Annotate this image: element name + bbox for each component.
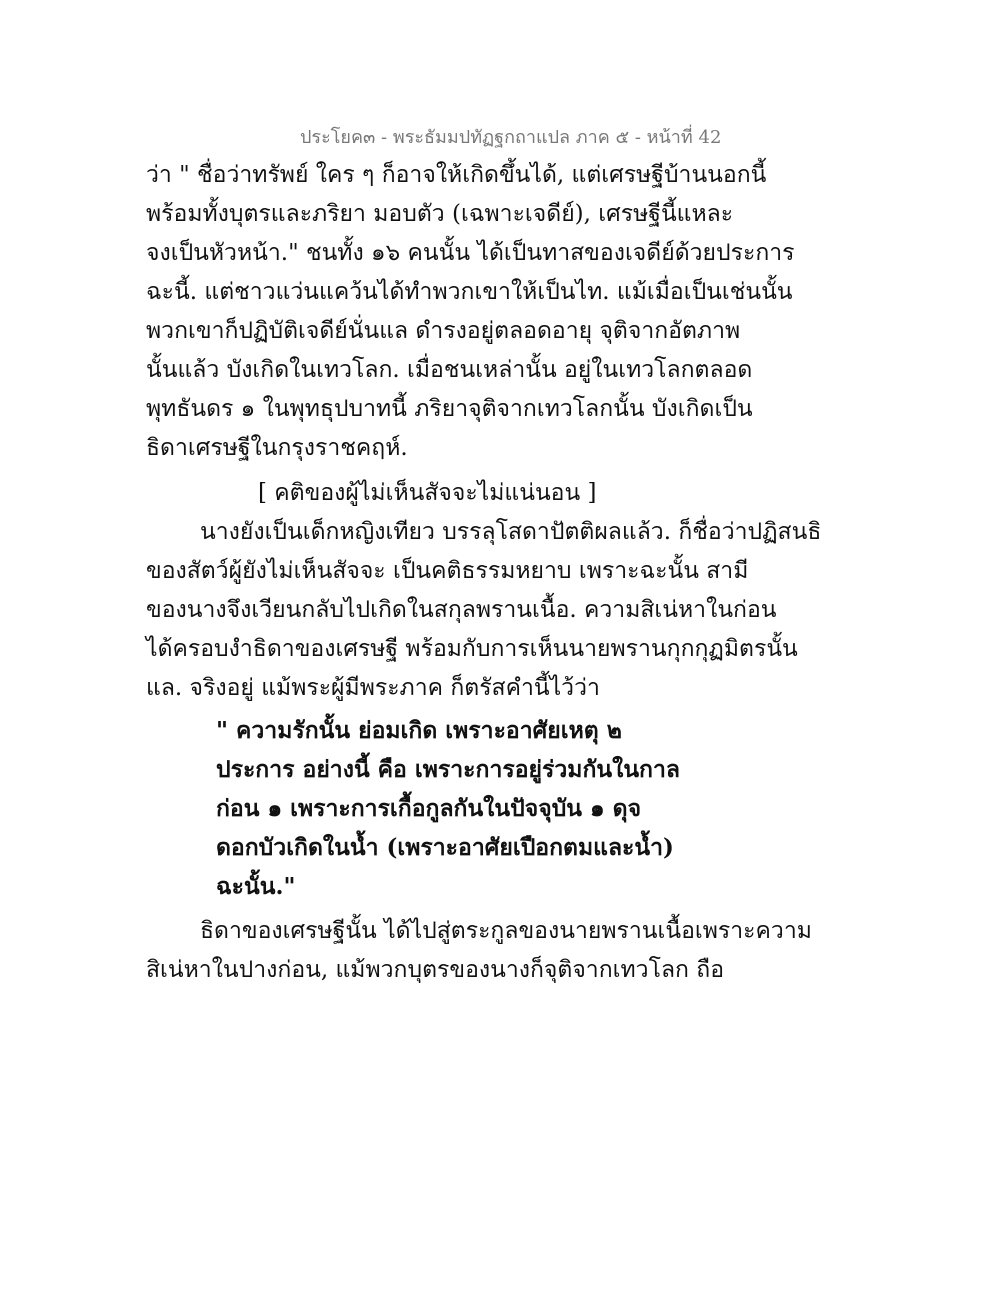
paragraph-line: ฉะนี้. แต่ชาวแว่นแคว้นได้ทำพวกเขาให้เป็นไท. แม้เมื่อเป็นเช่นนั้น [146, 279, 793, 305]
paragraph-line: นั้นแล้ว บังเกิดในเทวโลก. เมื่อชนเหล่านั้น อยู่ในเทวโลกตลอด [146, 357, 753, 383]
paragraph-line: จงเป็นหัวหน้า." ชนทั้ง ๑๖ คนนั้น ได้เป็นทาสของเจดีย์ด้วยประการ [146, 240, 795, 266]
paragraph-line: ธิดาเศรษฐีในกรุงราชคฤห์. [146, 435, 408, 461]
paragraph-line: นางยังเป็นเด็กหญิงเทียว บรรลุโสดาปัตติผลแล้ว. ก็ชื่อว่าปฏิสนธิ [200, 519, 822, 545]
paragraph-line: ว่า " ชื่อว่าทรัพย์ ใคร ๆ ก็อาจให้เกิดขึ้นได้, แต่เศรษฐีบ้านนอกนี้ [146, 162, 767, 188]
paragraph-line: พวกเขาก็ปฏิบัติเจดีย์นั่นแล ดำรงอยู่ตลอดอายุ จุติจากอัตภาพ [146, 318, 741, 344]
paragraph-line: ได้ครอบงำธิดาของเศรษฐี พร้อมกับการเห็นนายพรานกุกกุฏมิตรนั้น [146, 636, 798, 662]
quote-line: ฉะนั้น." [216, 873, 296, 900]
paragraph-line: ของสัตว์ผู้ยังไม่เห็นสัจจะ เป็นคติธรรมหยาบ เพราะฉะนั้น สามี [146, 558, 749, 584]
section-heading: [ คติของผู้ไม่เห็นสัจจะไม่แน่นอน ] [258, 480, 597, 506]
paragraph-line: ของนางจึงเวียนกลับไปเกิดในสกุลพรานเนื้อ. ความสิเน่หาในก่อน [146, 597, 777, 623]
paragraph-line: แล. จริงอยู่ แม้พระผู้มีพระภาค ก็ตรัสคำนี้ไว้ว่า [146, 675, 600, 701]
paragraph-line: สิเน่หาในปางก่อน, แม้พวกบุตรของนางก็จุติจากเทวโลก ถือ [146, 957, 725, 983]
quote-line: " ความรักนั้น ย่อมเกิด เพราะอาศัยเหตุ ๒ [216, 717, 622, 744]
page-header: ประโยค๓ - พระธัมมปทัฏฐกถาแปล ภาค ๕ - หน้าที่ 42 [300, 127, 722, 148]
paragraph-line: พร้อมทั้งบุตรและภริยา มอบตัว (เฉพาะเจดีย์), เศรษฐีนี้แหละ [146, 201, 734, 227]
quote-line: ประการ อย่างนี้ คือ เพราะการอยู่ร่วมกันในกาล [216, 756, 680, 783]
paragraph-line: ธิดาของเศรษฐีนั้น ได้ไปสู่ตระกูลของนายพรานเนื้อเพราะความ [200, 918, 812, 944]
paragraph-line: พุทธันดร ๑ ในพุทธุปบาทนี้ ภริยาจุติจากเทวโลกนั้น บังเกิดเป็น [146, 396, 753, 422]
quote-line: ดอกบัวเกิดในน้ำ (เพราะอาศัยเปือกตมและน้ำ) [216, 834, 674, 861]
quote-line: ก่อน ๑ เพราะการเกื้อกูลกันในปัจจุบัน ๑ ดุจ [216, 795, 642, 822]
